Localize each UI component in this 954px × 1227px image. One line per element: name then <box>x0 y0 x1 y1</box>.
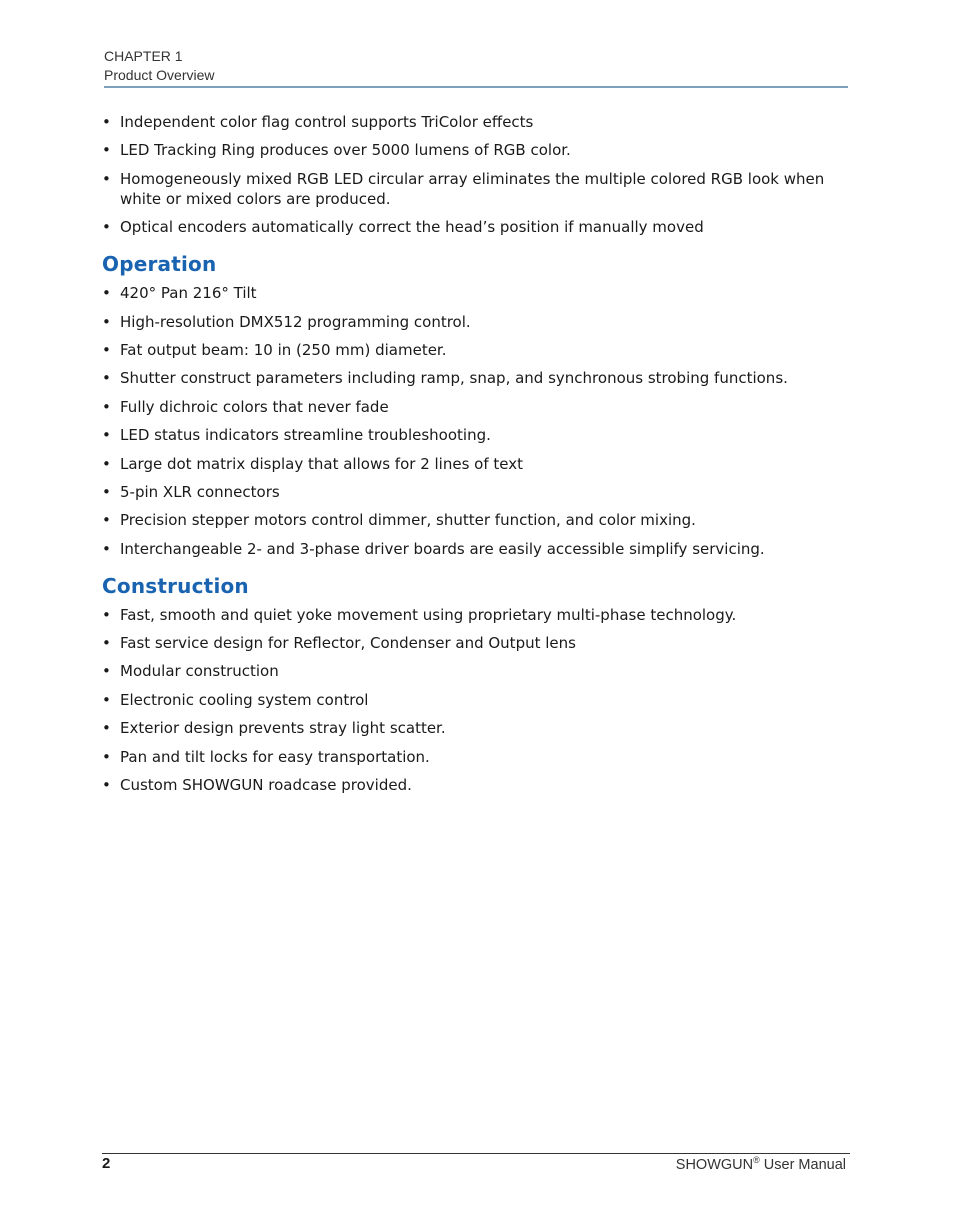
list-item: • Homogeneously mixed RGB LED circular array eliminates the multiple colored RGB look when white or mixed colors are produced. <box>102 169 852 209</box>
list-item: • Fast, smooth and quiet yoke movement using proprietary multi-phase technology. <box>102 605 852 625</box>
construction-heading: Construction <box>102 573 249 598</box>
list-item: • Modular construction <box>102 661 852 681</box>
footer-divider <box>102 1153 850 1154</box>
list-item: • Fast service design for Reflector, Condenser and Output lens <box>102 633 852 653</box>
manual-label: User Manual <box>759 1156 846 1173</box>
registered-mark: ® <box>753 1155 760 1165</box>
list-item: • Custom SHOWGUN roadcase provided. <box>102 775 852 795</box>
list-item: • LED status indicators streamline troubleshooting. <box>102 425 852 445</box>
construction-list <box>102 605 852 795</box>
product-name: SHOWGUN <box>675 1156 754 1173</box>
list-item: • Fat output beam: 10 in (250 mm) diameter. <box>102 340 852 360</box>
chapter-label: CHAPTER 1 <box>104 48 183 64</box>
running-header <box>104 47 848 85</box>
chapter-title: Product Overview <box>104 67 215 83</box>
intro-list <box>102 112 852 237</box>
list-item: • Precision stepper motors control dimmer, shutter function, and color mixing. <box>102 510 852 530</box>
page-content <box>102 112 852 803</box>
list-item: • Exterior design prevents stray light scatter. <box>102 718 852 738</box>
list-item: • Electronic cooling system control <box>102 690 852 710</box>
list-item: • 420° Pan 216° Tilt <box>102 283 852 303</box>
list-item: • Pan and tilt locks for easy transportation. <box>102 747 852 767</box>
header-divider <box>104 86 848 88</box>
list-item: • Independent color flag control supports TriColor effects <box>102 112 852 132</box>
list-item: • Shutter construct parameters including ramp, snap, and synchronous strobing functions. <box>102 368 852 388</box>
operation-heading: Operation <box>102 252 217 277</box>
list-item: • LED Tracking Ring produces over 5000 lumens of RGB color. <box>102 140 852 160</box>
list-item: • Fully dichroic colors that never fade <box>102 397 852 417</box>
list-item: • Large dot matrix display that allows for 2 lines of text <box>102 454 852 474</box>
list-item: • 5-pin XLR connectors <box>102 482 852 502</box>
footer-manual-title <box>676 1155 846 1173</box>
page-number: 2 <box>102 1155 111 1172</box>
list-item: • High-resolution DMX512 programming control. <box>102 312 852 332</box>
list-item: • Optical encoders automatically correct the head’s position if manually moved <box>102 217 852 237</box>
operation-list <box>102 283 852 559</box>
list-item: • Interchangeable 2- and 3-phase driver boards are easily accessible simplify servicing. <box>102 539 852 559</box>
